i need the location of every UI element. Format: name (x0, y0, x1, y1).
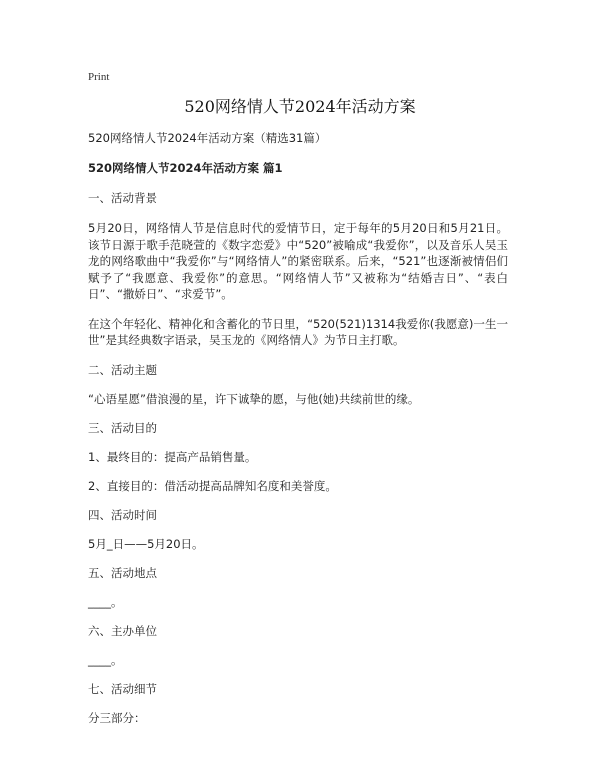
theme-paragraph: “心语星愿”借浪漫的星，许下诚挚的愿，与他(她)共续前世的缘。 (88, 391, 420, 406)
document-title: 520网络情人节2024年活动方案 (184, 97, 416, 116)
place-paragraph: ____。 (88, 594, 123, 609)
heading-place: 五、活动地点 (88, 565, 157, 580)
goal-item-1: 1、最终目的：提高产品销售量。 (88, 449, 257, 464)
background-paragraph-2: 在这个年轻化、精神化和含蓄化的节日里，“520(521)1314我爱你(我愿意)一生一世”是其经典数字语录，吴玉龙的《网络情人》为节日主打歌。 (88, 316, 508, 347)
document-body (88, 130, 508, 726)
goal-item-2: 2、直接目的：借活动提高品牌知名度和美誉度。 (88, 478, 337, 493)
heading-time: 四、活动时间 (88, 507, 157, 522)
heading-details: 七、活动细节 (88, 681, 157, 696)
document-subtitle: 520网络情人节2024年活动方案（精选31篇） (88, 131, 327, 145)
background-paragraph-1: 5月20日，网络情人节是信息时代的爱情节日，定于每年的5月20日和5月21日。该节日源于歌手范晓萱的《数字恋爱》中“520”被喻成“我爱你”，以及音乐人吴玉龙的网络歌曲中“我爱你”与“网络情人”的紧密联系。后来，“521”也逐渐被情侣们赋予了“我愿意、我爱你”的意思。“网络情人节”又被称为“结婚吉日”、“表白日”、“撒娇日”、“求爱节”。 (88, 221, 508, 301)
print-label: Print (88, 71, 110, 83)
details-paragraph: 分三部分： (88, 710, 146, 725)
organizer-paragraph: ____。 (88, 652, 123, 667)
section-heading: 520网络情人节2024年活动方案 篇1 (88, 161, 283, 175)
heading-goals: 三、活动目的 (88, 420, 157, 435)
heading-background: 一、活动背景 (88, 191, 157, 205)
heading-organizer: 六、主办单位 (88, 623, 157, 638)
time-paragraph: 5月_日——5月20日。 (88, 536, 204, 551)
heading-theme: 二、活动主题 (88, 362, 157, 377)
